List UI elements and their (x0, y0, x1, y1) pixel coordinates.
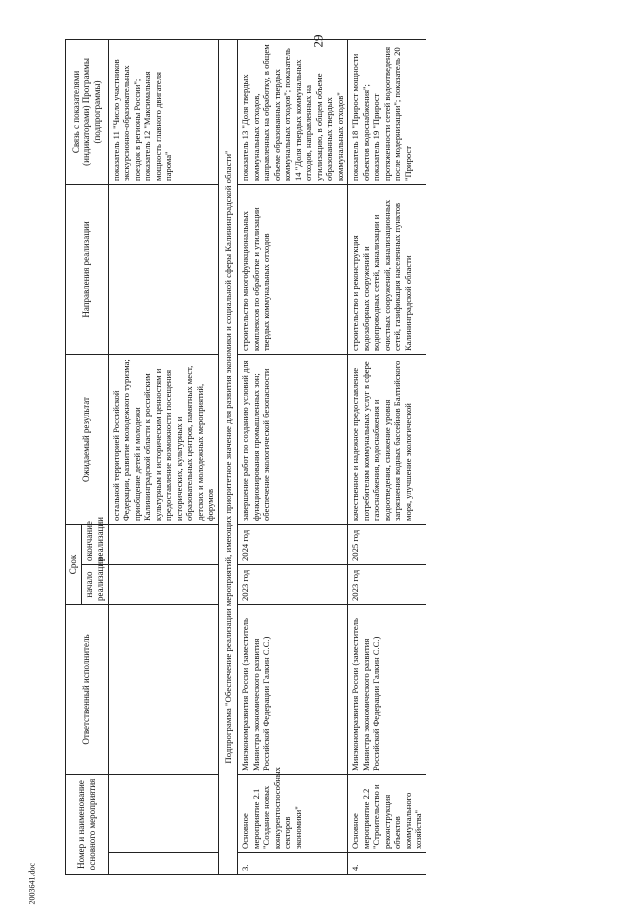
row-end: 2025 год (348, 524, 426, 564)
table-row (238, 39, 348, 874)
header-direction: Направления реализации (66, 184, 109, 354)
continued-result: остальной территорией Российской Федерации, развитие молодежного туризма; приобщение детей и молодежи Калининградской области к российским культурным и историческим ценностям и предоставление возможности посещения исторических, культурных и образовательных центров, памятных мест, детских и молодежных мероприятий, форумов (108, 354, 218, 524)
row-responsible: Минэкономразвития России (заместитель Министра экономического развития Российской Федерации Галкин С.С.) (348, 605, 426, 775)
row-link: показатель 13 "Доля твердых коммунальных отходов, направленных на обработку, в общем объеме образованных твердых коммунальных отходов"; показатель 14 "Доля твердых коммунальных отходов, направленных на утилизацию, в общем объеме образованных твердых коммунальных отходов" (238, 39, 348, 184)
page-number: 29 (310, 34, 326, 48)
header-start: начало реализации (81, 565, 108, 605)
footer-filename: 2003641.doc (27, 862, 37, 905)
row-index: 3. (238, 853, 348, 875)
row-name: Основное мероприятие 2.1 "Создание новых конкурентоспособных секторов экономики" (238, 775, 348, 853)
row-name: Основное мероприятие 2.2 "Строительство и реконструкция объектов коммунального хозяйства" (348, 775, 426, 853)
row-start: 2023 год (348, 565, 426, 605)
row-link: показатель 18 "Прирост мощности объектов водоснабжения"; показатель 19 "Прирост протяженности сетей водоотведения после модернизации"; показатель 20 "Прирост (348, 39, 426, 184)
header-term: Срок (66, 524, 82, 604)
row-end: 2024 год (238, 524, 348, 564)
table-row (348, 39, 426, 874)
row-result: завершение работ по созданию условий для функционирования промышленных зон; обеспечение экологической безопасности (238, 354, 348, 524)
row-start: 2023 год (238, 565, 348, 605)
rotated-table-wrapper (65, 40, 630, 875)
subprogram-title: Подпрограмма "Обеспечение реализации мероприятий, имеющих приоритетное значение для развития экономики и социальной сферы Калининградской области" (218, 39, 238, 874)
header-responsible: Ответственный исполнитель (66, 605, 109, 775)
row-index: 4. (348, 853, 426, 875)
header-result: Ожидаемый результат (66, 354, 109, 524)
measures-table (65, 39, 426, 875)
row-direction: строительство многофункциональных комплексов по обработке и утилизации твердых коммунальных отходов (238, 184, 348, 354)
row-result: качественное и надежное предоставление потребителям коммунальных услуг в сфере газоснабжения, водоснабжения и водоотведения, снижение уровня загрязнения водных бассейнов Балтийского моря, улучшение экологической (348, 354, 426, 524)
header-name: Номер и наименование основного мероприятия (66, 775, 109, 875)
subprogram-row (218, 39, 238, 874)
row-responsible: Минэкономразвития России (заместитель Министра экономического развития Российской Федерации Галкин С.С.) (238, 605, 348, 775)
header-link: Связь с показателями (индикаторами) Программы (подпрограммы) (66, 39, 109, 184)
continued-row (108, 39, 218, 874)
row-direction: строительство и реконструкция водозаборных сооружений и водопроводных сетей, канализации и очистных сооружений, канализационных сетей, газификация населенных пунктов Калининградской области (348, 184, 426, 354)
header-end: окончание реализации (81, 524, 108, 564)
continued-link: показатель 11 "Число участников экскурсионно-образовательных поездок в регионы России"; показатель 12 "Максимальная мощность главного двигателя парома" (108, 39, 218, 184)
